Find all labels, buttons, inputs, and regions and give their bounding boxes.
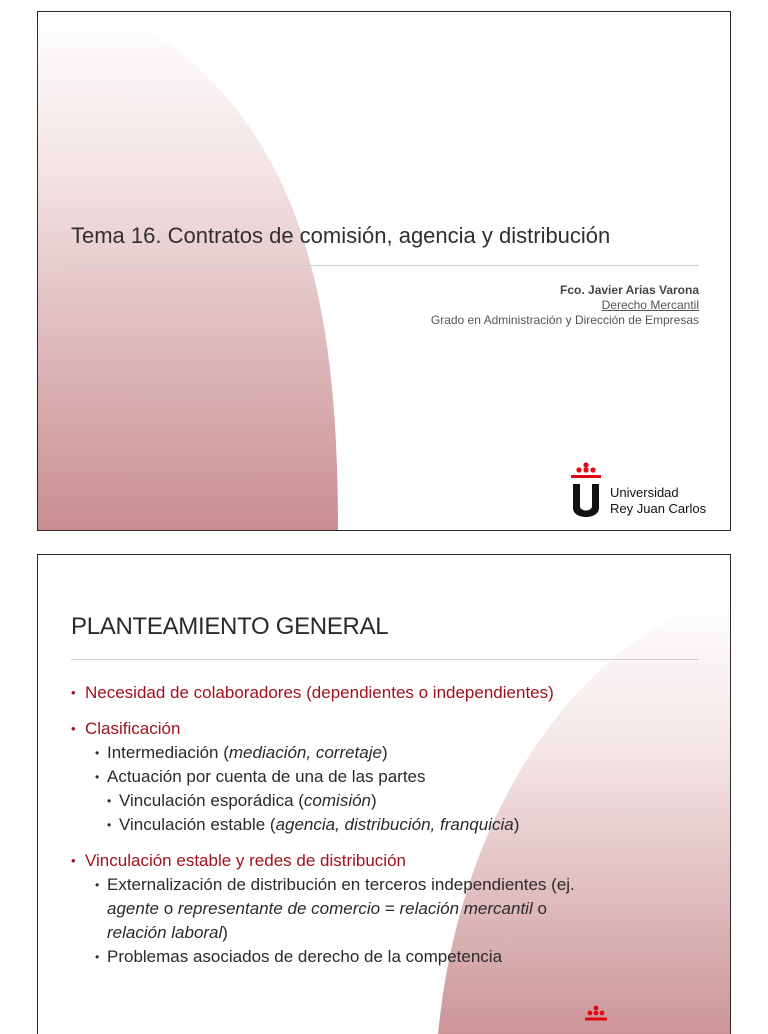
bullet-collaborators: • Necesidad de colaboradores (dependientes o independientes) [71, 681, 711, 705]
sub-bullet-intermediation: • Intermediación (mediación, corretaje) [71, 741, 711, 765]
logo-line-2: Rey Juan Carlos [610, 501, 707, 516]
bullet-distribution-networks: • Vinculación estable y redes de distribución [71, 849, 711, 873]
title-divider [71, 265, 699, 266]
sub-sub-bullet-esporadica: • Vinculación esporádica (comisión) [71, 789, 711, 813]
university-logo-icon [584, 1005, 608, 1025]
title-slide [37, 11, 731, 531]
title-divider [71, 659, 699, 660]
university-logo-icon [568, 462, 604, 520]
bullet-list [71, 681, 711, 969]
author-name: Fco. Javier Arias Varona [560, 283, 699, 297]
degree-name: Grado en Administración y Dirección de Empresas [430, 313, 699, 327]
content-slide [37, 554, 731, 1034]
presentation-title: Tema 16. Contratos de comisión, agencia y distribución [71, 223, 611, 248]
sub-bullet-actuacion: • Actuación por cuenta de una de las partes [71, 765, 711, 789]
bullet-classification: • Clasificación [71, 717, 711, 741]
logo-line-1: Universidad [610, 485, 679, 500]
sub-bullet-competencia: • Problemas asociados de derecho de la competencia [71, 945, 711, 969]
slide-background [38, 12, 731, 531]
sub-bullet-externalizacion: • Externalización de distribución en terceros independientes (ej. agente o representante de comercio = relación mercantil o relación laboral) [71, 873, 711, 945]
author-block [431, 283, 699, 328]
course-link[interactable]: Derecho Mercantil [601, 298, 699, 312]
slide-title: PLANTEAMIENTO GENERAL [71, 613, 389, 640]
university-logo-text [610, 485, 706, 517]
sub-sub-bullet-estable: • Vinculación estable (agencia, distribución, franquicia) [71, 813, 711, 837]
